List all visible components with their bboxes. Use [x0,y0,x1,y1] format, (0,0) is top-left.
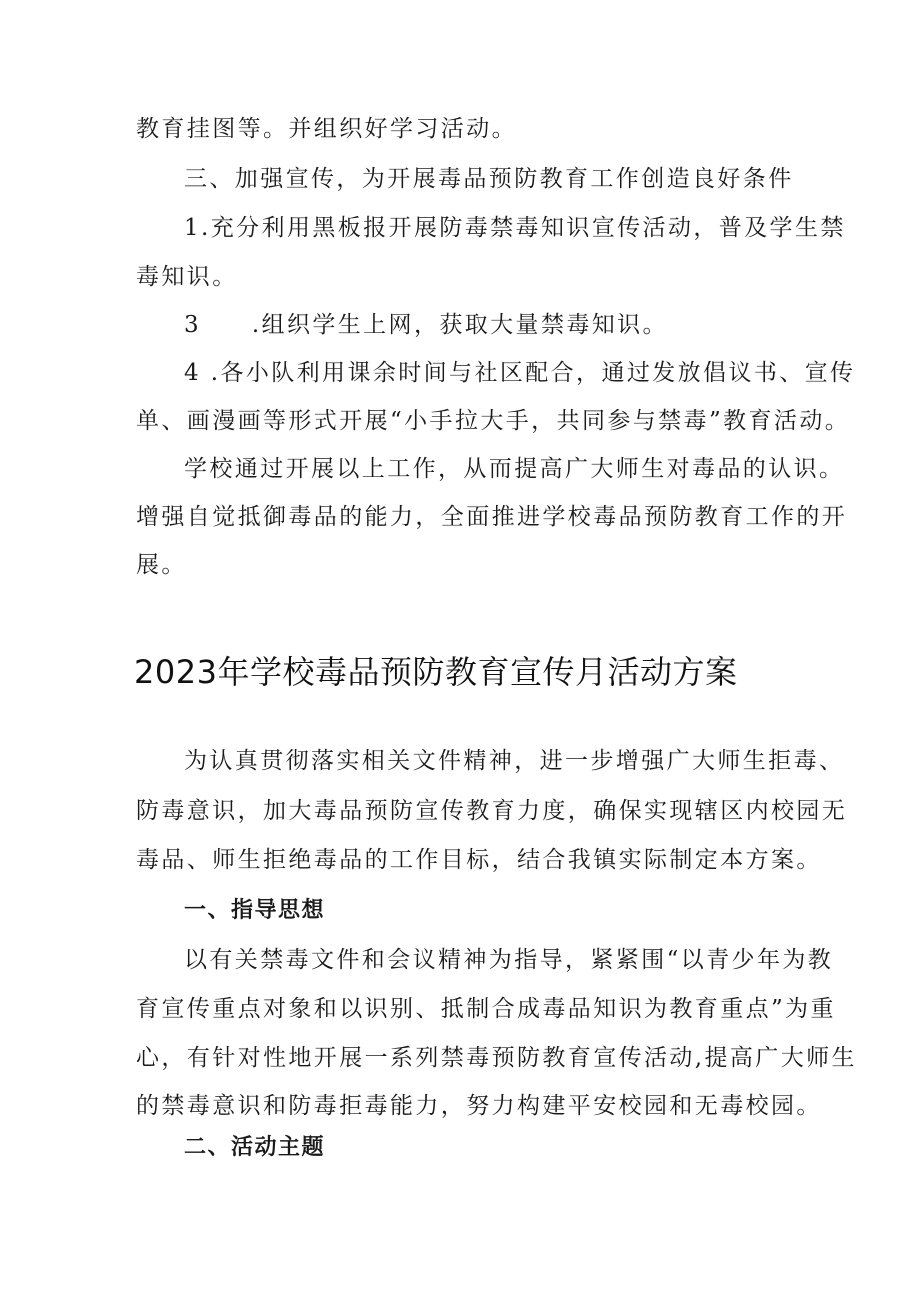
paragraph-line: 教育挂图等。并组织好学习活动。 [136,116,517,142]
paragraph-line: 增强自觉抵御毒品的能力，全面推进学校毒品预防教育工作的开 [136,504,848,530]
paragraph-line: 心，有针对性地开展一系列禁毒预防教育宣传活动,提高广大师生 [136,1045,857,1071]
paragraph-line: 毒品、师生拒绝毒品的工作目标，结合我镇实际制定本方案。 [136,847,822,873]
section-heading: 二、活动主题 [184,1135,326,1160]
section-heading: 一、指导思想 [184,898,326,923]
paragraph-line: 单、画漫画等形式开展“小手拉大手，共同参与禁毒”教育活动。 [136,408,851,434]
paragraph-line: 的禁毒意识和防毒拒毒能力，努力构建平安校园和无毒校园。 [136,1093,822,1119]
paragraph-line: 毒知识。 [136,264,238,290]
paragraph-line: 3 .组织学生上网，获取大量禁毒知识。 [184,312,668,338]
paragraph-line: 防毒意识，加大毒品预防宣传教育力度，确保实现辖区内校园无 [136,798,848,824]
document-title: 2023年学校毒品预防教育宣传月活动方案 [134,653,738,691]
paragraph-line: 1.充分利用黑板报开展防毒禁毒知识宣传活动，普及学生禁 [184,215,846,241]
paragraph-line: 4 .各小队利用课余时间与社区配合，通过发放倡议书、宣传 [184,360,856,386]
section-heading-line: 三、加强宣传，为开展毒品预防教育工作创造良好条件 [184,166,794,192]
paragraph-line: 育宣传重点对象和以识别、抵制合成毒品知识为教育重点”为重 [136,996,836,1022]
paragraph-line: 为认真贯彻落实相关文件精神，进一步增强广大师生拒毒、 [184,748,845,774]
paragraph-line: 展。 [136,552,187,578]
paragraph-line: 学校通过开展以上工作，从而提高广大师生对毒品的认识。 [184,456,845,482]
paragraph-line: 以有关禁毒文件和会议精神为指导，紧紧围“以青少年为教 [184,947,834,973]
